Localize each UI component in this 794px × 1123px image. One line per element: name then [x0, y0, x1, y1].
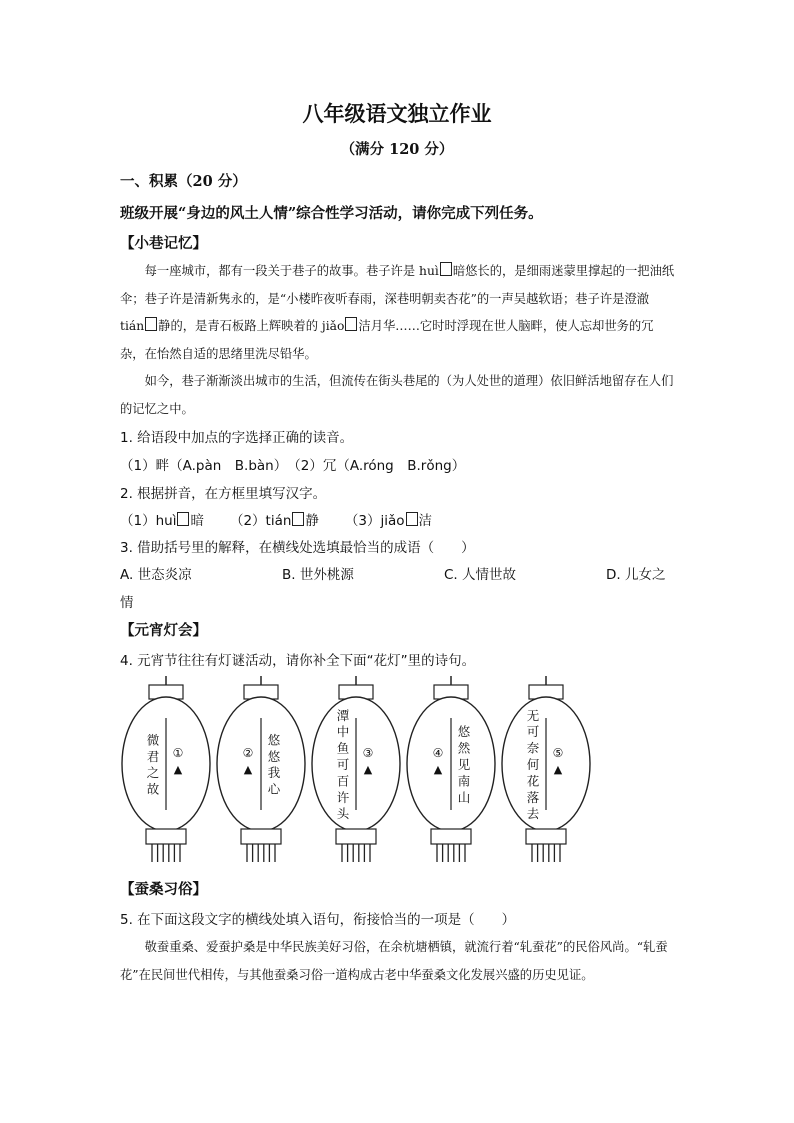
passage-p1-part-d: 洁月华……它时时浮现在世人脑畔，使人忘却世务的冗杂，在怡然自适的思绪里洗尽铅华。 [120, 319, 654, 361]
lantern-5-blank-mark: ▲ [553, 763, 563, 776]
lantern-1-number: ① [172, 746, 184, 760]
question-1-options: （1）畔（A.pàn B.bàn） （2）冗（A.róng B.rǒng） [120, 458, 466, 474]
lantern-3-blank-mark: ▲ [363, 763, 373, 776]
question-2-stem: 2. 根据拼音，在方框里填写汉字。 [120, 486, 327, 502]
passage-p1-part-b: 暗悠长的，是细雨迷蒙里撑起的一把油纸伞；巷子许是清新隽永的，是“小楼昨夜听春雨，深巷明朝卖杏花”的一声吴越软语；巷子许是澄澈 tián [120, 264, 675, 333]
question-3-option-d[interactable]: D. 儿女之 [606, 567, 666, 583]
q2-item-3-pinyin: （3）jiǎo [344, 513, 405, 529]
question-3-stem: 3. 借助括号里的解释，在横线处选填最恰当的成语（ ） [120, 540, 475, 556]
q2-item-3-char: 洁 [418, 513, 433, 529]
lantern-5-verse: 无可奈何花落去 [526, 707, 540, 822]
page-title: 八年级语文独立作业 [302, 101, 492, 126]
passage-p1-part-a: 每一座城市，都有一段关于巷子的故事。巷子许是 huì [144, 264, 439, 278]
q2-item-2-char: 静 [305, 513, 319, 529]
lantern-4-verse: 悠然见南山 [457, 724, 471, 805]
question-3-option-c[interactable]: C. 人情世故 [444, 567, 517, 583]
question-4-stem: 4. 元宵节往往有灯谜活动，请你补全下面“花灯”里的诗句。 [120, 653, 476, 669]
passage-paragraph-2: 如今，巷子渐渐淡出城市的生活，但流传在街头巷尾的（为人处世的道理）依旧鲜活地留存在人们的记忆之中。 [120, 374, 674, 416]
question-5-stem: 5. 在下面这段文字的横线处填入语句，衔接恰当的一项是（ ） [120, 912, 516, 928]
lantern-5-bottom-cap [526, 829, 566, 844]
tag-lantern-festival: 【元宵灯会】 [120, 622, 207, 639]
tag-silkworm-custom: 【蚕桑习俗】 [120, 881, 207, 898]
lantern-2-number: ② [242, 746, 254, 760]
lantern-1-verse: 微君之故 [146, 732, 160, 797]
question-3-option-d-wrap: 情 [120, 595, 134, 611]
question-3-option-b[interactable]: B. 世外桃源 [282, 567, 354, 583]
passage-p1-part-c: 静的，是青石板路上辉映着的 jiǎo [158, 319, 345, 333]
lantern-2-verse: 悠悠我心 [267, 732, 281, 797]
q2-item-1-pinyin: （1）huì [120, 513, 177, 529]
lantern-1-blank-mark: ▲ [173, 763, 183, 776]
question-5-passage: 敬蚕重桑、爱蚕护桑是中华民族美好习俗，在余杭塘栖镇，就流行着“轧蚕花”的民俗风尚。“轧蚕花”在民间世代相传，与其他蚕桑习俗一道构成古老中华蚕桑文化发展兴盛的历史见证。 [120, 940, 668, 982]
section-intro: 班级开展“身边的风土人情”综合性学习活动，请你完成下列任务。 [120, 205, 543, 222]
lantern-1-bottom-cap [146, 829, 186, 844]
lantern-4-bottom-cap [431, 829, 471, 844]
question-3-option-a[interactable]: A. 世态炎凉 [120, 567, 192, 583]
lantern-5-number: ⑤ [552, 746, 564, 760]
lantern-3-bottom-cap [336, 829, 376, 844]
section-heading: 一、积累（20 分） [120, 173, 247, 190]
lantern-4-blank-mark: ▲ [433, 763, 443, 776]
question-1-stem: 1. 给语段中加点的字选择正确的读音。 [120, 430, 354, 446]
lantern-3-number: ③ [362, 746, 374, 760]
lantern-4-number: ④ [432, 746, 444, 760]
lantern-3-verse: 潭中鱼可百许头 [336, 707, 350, 822]
score-note: （满分 120 分） [340, 141, 454, 158]
lantern-2-bottom-cap [241, 829, 281, 844]
lantern-2-blank-mark: ▲ [243, 763, 253, 776]
tag-lane-memory: 【小巷记忆】 [120, 235, 207, 252]
q2-item-2-pinyin: （2）tián [229, 513, 292, 529]
q2-item-1-char: 暗 [190, 513, 204, 529]
